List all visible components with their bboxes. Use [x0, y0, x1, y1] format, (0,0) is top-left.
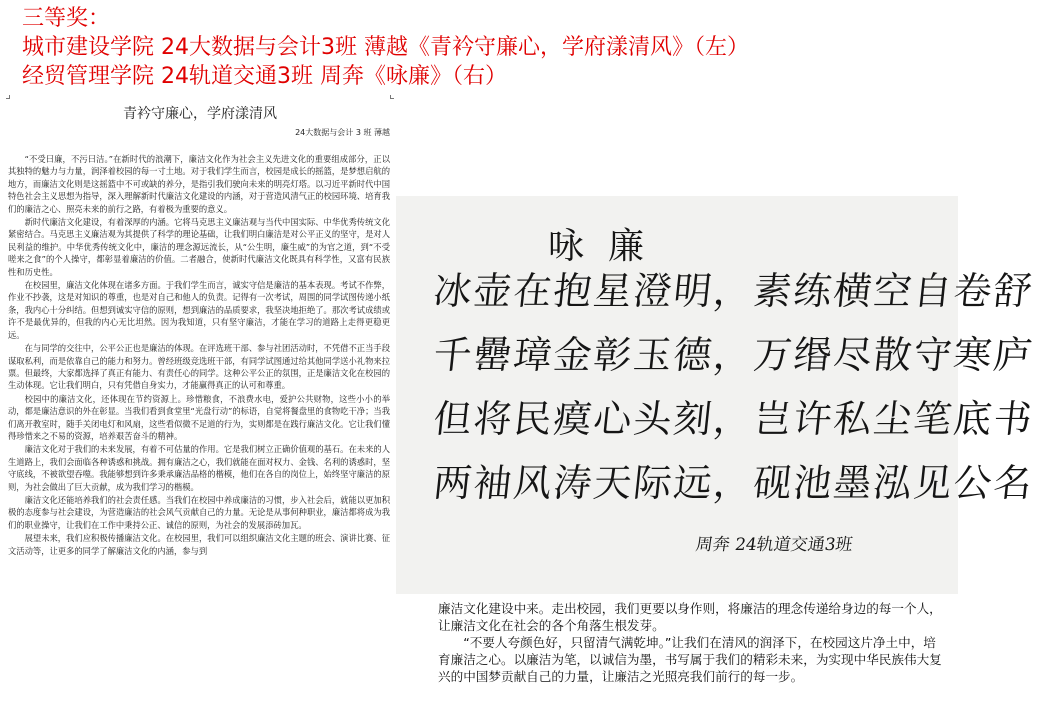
- poem-title: 咏廉: [548, 226, 669, 267]
- essay-continuation: [438, 600, 943, 685]
- essay-paragraph: 新时代廉洁文化建设，有着深厚的内涵。它将马克思主义廉洁观与当代中国实际、中华优秀传统文化紧密结合。马克思主义廉洁观为其提供了科学的理论基础，让我们明白廉洁是对公平正义的坚守，是对人民利益的维护。中华优秀传统文化中，廉洁的理念源远流长，从“公生明，廉生威”的为官之道，到“不受嗟来之食”的个人操守，都彰显着廉洁的价值。二者融合，使新时代廉洁文化既具有科学性，又富有民族性和历史性。: [8, 217, 390, 277]
- essay-paragraph: 廉洁文化还能培养我们的社会责任感。当我们在校园中养成廉洁的习惯，步入社会后，就能以更加积极的态度参与社会建设，为营造廉洁的社会风气贡献自己的力量。无论是从事何种职业，廉洁都将成为我们的职业操守，让我们在工作中秉持公正、诚信的原则，为社会的发展添砖加瓦。: [8, 494, 390, 530]
- poem-line: 两袖风涛天际远，砚池墨泓见公名: [431, 461, 1036, 505]
- crop-mark: [6, 95, 10, 99]
- essay-paragraph: 廉洁文化建设中来。走出校园，我们更要以身作则，将廉洁的理念传递给身边的每一个人，让廉洁文化在社会的各个角落生根发芽。: [438, 601, 942, 633]
- poem-signature: 周奔 24轨道交通3班: [694, 535, 854, 555]
- award-level: 三等奖：: [22, 6, 111, 31]
- essay-title: 青衿守廉心，学府漾清风: [123, 106, 277, 122]
- essay-paragraph: 在校园里，廉洁文化体现在诸多方面。于我们学生而言，诚实守信是廉洁的基本表现。考试不作弊，作业不抄袭，这是对知识的尊重，也是对自己和他人的负责。记得有一次考试，周围的同学试图传递小纸条，我内心十分纠结。但想到诚实守信的原则，想到廉洁的品质要求，我坚决地拒绝了。那次考试成绩或许不是最优异的，但我的内心无比坦然。因为我知道，只有坚守廉洁，才能在学习的道路上走得更稳更远。: [8, 280, 390, 340]
- essay-paragraph: 展望未来，我们应积极传播廉洁文化。在校园里，我们可以组织廉洁文化主题的班会、演讲比赛、征文活动等，让更多的同学了解廉洁文化的内涵，参与到: [8, 533, 390, 556]
- essay-paragraph: “不受曰廉，不污曰洁。”在新时代的浪潮下，廉洁文化作为社会主义先进文化的重要组成部分，正以其独特的魅力与力量，润泽着校园的每一寸土地。对于我们学生而言，校园是成长的摇篮，是梦想启航的地方，而廉洁文化则是这摇篮中不可或缺的养分，是指引我们驶向未来的明亮灯塔。以习近平新时代中国特色社会主义思想为指导，深入理解新时代廉洁文化建设的内涵，对于营造风清气正的校园环境、培育我们的廉洁之心、照亮未来的前行之路，有着极为重要的意义。: [8, 154, 390, 214]
- essay-author: 24大数据与会计 3 班 薄越: [295, 128, 390, 137]
- essay-paragraph: “不要人夸颜色好，只留清气满乾坤。”让我们在清风的润泽下，在校园这片净土中，培育廉洁之心。以廉洁为笔，以诚信为墨，书写属于我们的精彩未来，为实现中华民族伟大复兴的中国梦贡献自己的力量，让廉洁之光照亮我们前行的每一步。: [438, 635, 942, 684]
- poem-line: 冰壶在抱星澄明，素练横空自卷舒: [431, 269, 1036, 313]
- award-header: [22, 4, 942, 91]
- crop-mark: [390, 95, 394, 99]
- poem-line: 但将民瘼心头刻，岂许私尘笔底书: [431, 397, 1036, 441]
- essay-paragraph: 在与同学的交往中，公平公正也是廉洁的体现。在评选班干部、参与社团活动时，不凭借不正当手段谋取私利，而是依靠自己的能力和努力。曾经班级竞选班干部，有同学试图通过给其他同学送小礼物来拉票。但最终，大家都选择了真正有能力、有责任心的同学。这种公平公正的氛围，正是廉洁文化在校园的生动体现。它让我们明白，只有凭借自身实力，才能赢得真正的认可和尊重。: [8, 343, 390, 391]
- essay-body: [8, 153, 390, 558]
- essay-paragraph: 廉洁文化对于我们的未来发展，有着不可估量的作用。它是我们树立正确价值观的基石。在未来的人生道路上，我们会面临各种诱惑和挑战。拥有廉洁之心，我们就能在面对权力、金钱、名利的诱惑时，坚守底线，不被欲望吞噬。我能够想到许多秉承廉洁品格的楷模，他们在各自的岗位上，始终坚守廉洁的原则，为社会做出了巨大贡献，成为我们学习的楷模。: [8, 444, 390, 492]
- essay-page: [6, 95, 394, 725]
- award-entry-left: 城市建设学院 24大数据与会计3班 薄越《青衿守廉心，学府漾清风》（左）: [22, 35, 749, 60]
- essay-paragraph: 校园中的廉洁文化，还体现在节约资源上。珍惜粮食，不浪费水电，爱护公共财物，这些小小的举动，都是廉洁意识的外在彰显。当我们看到食堂里“光盘行动”的标语，自觉将餐盘里的食物吃干净；当我们离开教室时，随手关闭电灯和风扇，这些看似微不足道的行为，实则都是在践行廉洁文化。它让我们懂得珍惜来之不易的资源，培养艰苦奋斗的精神。: [8, 393, 390, 441]
- award-entry-right: 经贸管理学院 24轨道交通3班 周奔《咏廉》（右）: [22, 64, 507, 89]
- calligraphy-photo: [396, 196, 1036, 594]
- poem-line: 千罍璋金彰玉德，万缗尽散守寒庐: [431, 333, 1036, 377]
